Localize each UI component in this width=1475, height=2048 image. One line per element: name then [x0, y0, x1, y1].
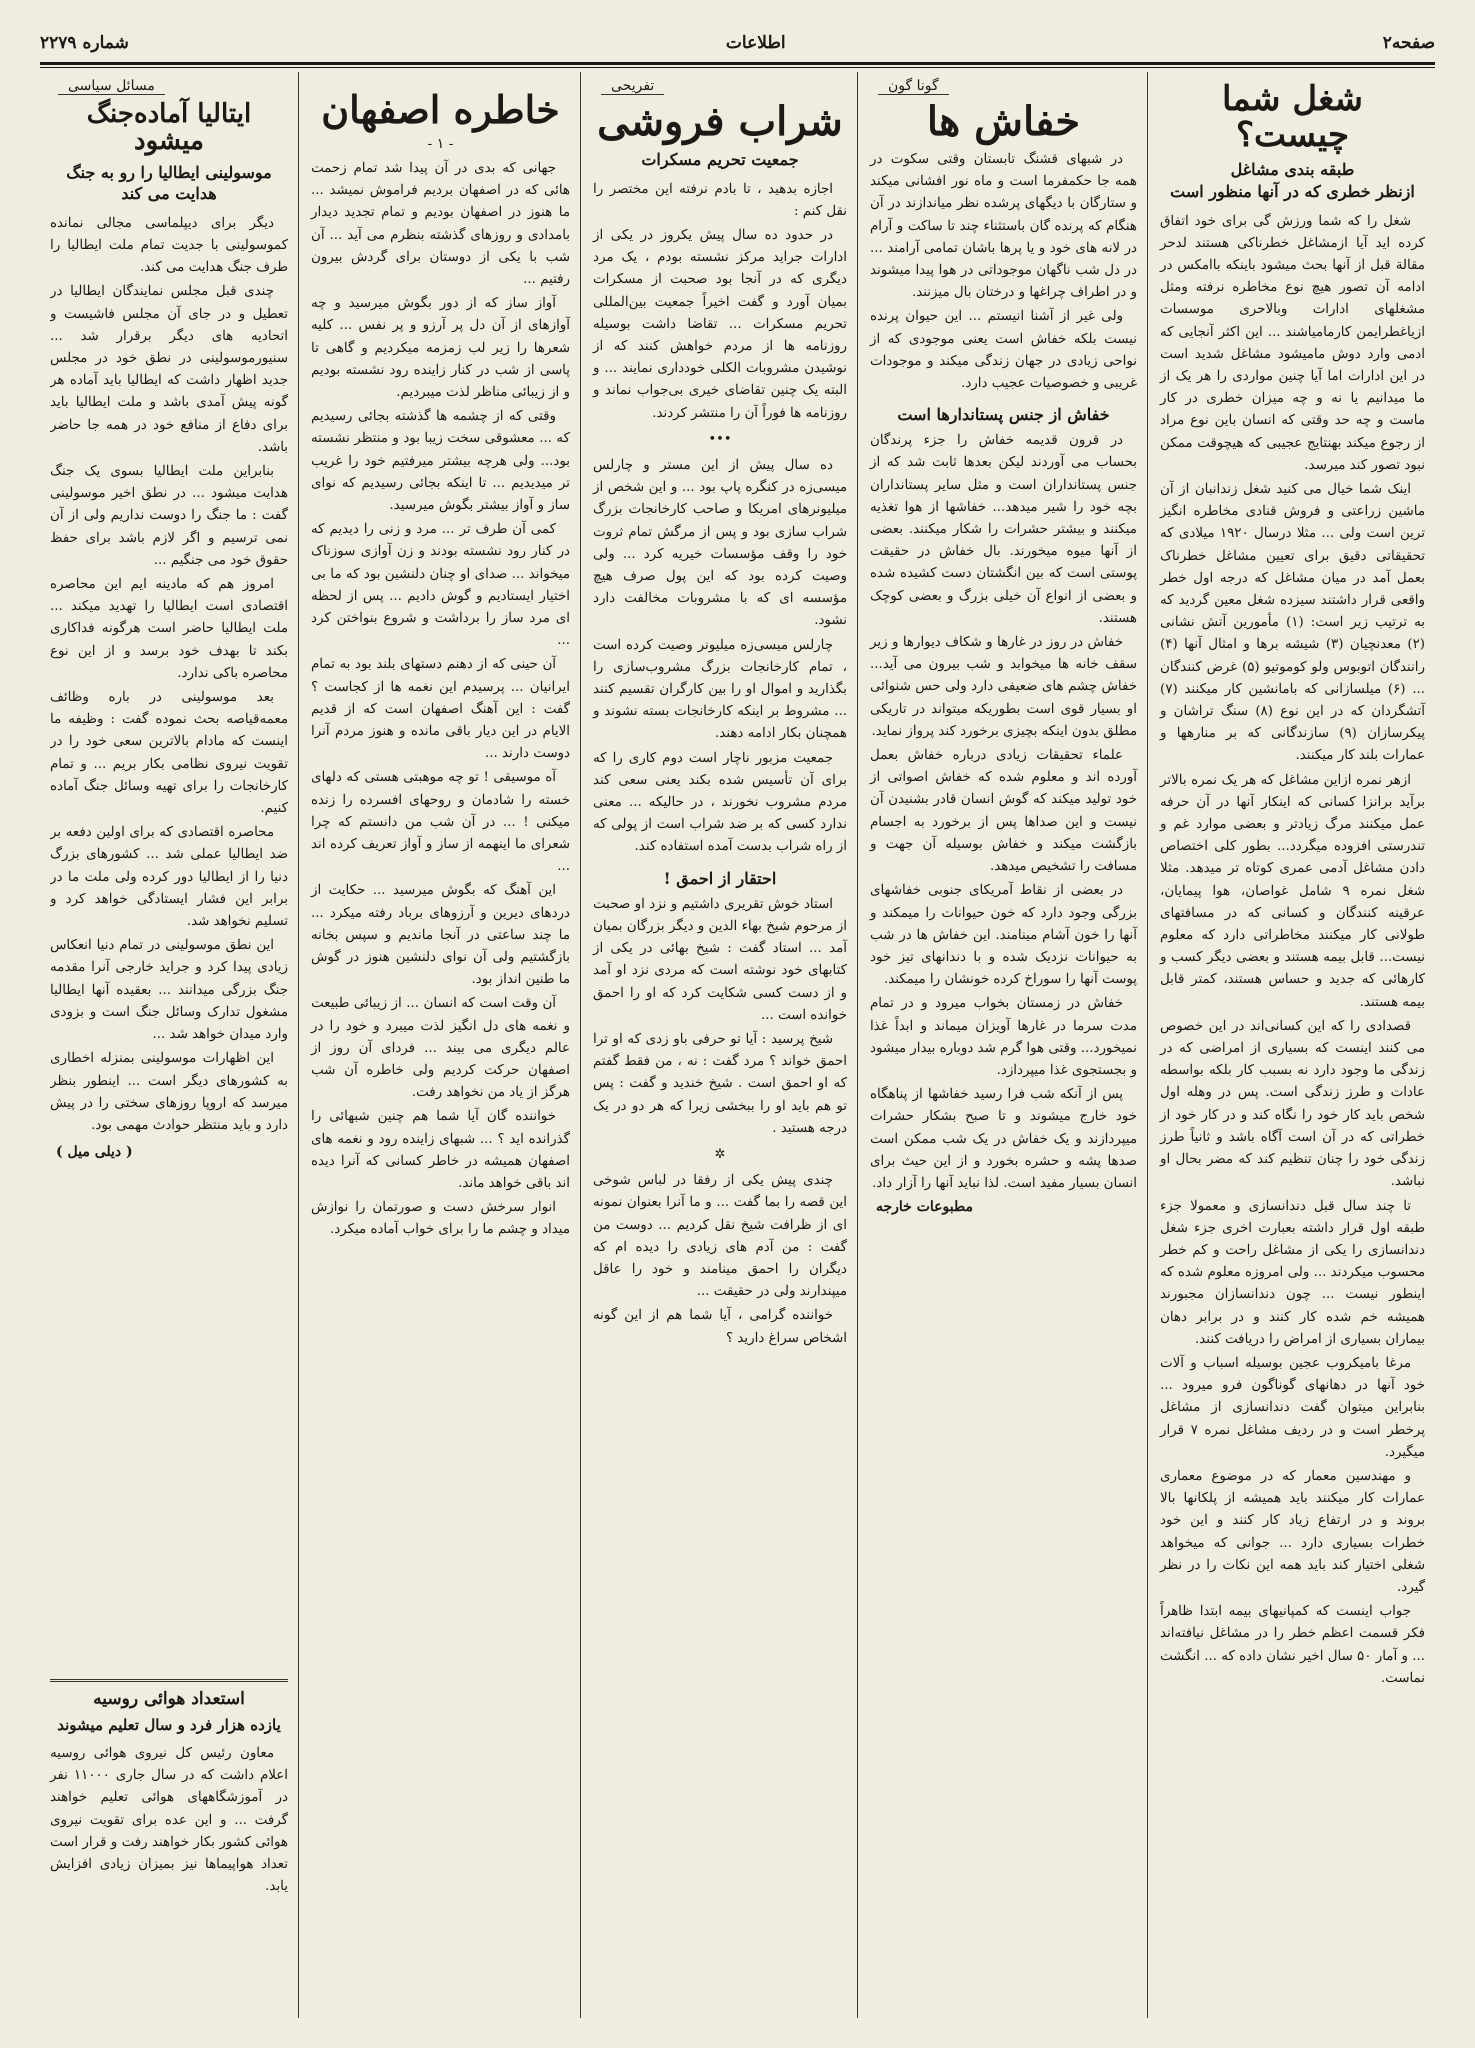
article-italy-war: [40, 72, 298, 2018]
masthead-rule: [40, 62, 1435, 68]
paragraph: اجازه بدهید ، تا بادم نرفته این مختصر را نقل کنم :: [593, 181, 847, 219]
issue-number: شماره ۲۲۷۹: [40, 33, 129, 53]
installment-number: - ۱ -: [427, 135, 454, 152]
paragraph: ولی غیر از آشنا انیستم ... این حیوان پرنده نیست بلکه خفاش است یعنی موجودی که از نواحی زیادی در جهان زندگی میکند و موجودات غریبی و خصوصیات عجیب دارد.: [870, 309, 1137, 392]
paragraph: شیخ پرسید : آیا تو حرفی باو زدی که او ترا احمق خواند ؟ مرد گفت : نه ، من فقط گفتم که او احمق است . شیخ خندید و گفت : پس تو هم باید او را ببخشی زیرا که هر دو در یک درجه هستید .: [593, 1031, 847, 1136]
paragraph: آن حینی که از دهنم دستهای بلند بود به تمام ایرانیان ... پرسیدم این نغمه ها از کجاست ؟ گفت : این آهنگ اصفهان است که از قدیم الایام در این دیار باقی مانده و هنوز مردم آنرا دوست دارند ...: [311, 657, 570, 762]
paragraph: وقتی که از چشمه ها گذشته بجائی رسیدیم که ... معشوقی سخت زیبا بود و منتظر نشسته بود... ولی هرچه بیشتر میرفتیم خود را غریب تر میدیدیم ... تا اینکه بجائی رسیدیم که نوای ساز و آواز بیشتر بگوش میرسید.: [311, 409, 570, 513]
article-body: [1160, 211, 1425, 1690]
article-headline: خاطره اصفهان: [321, 87, 560, 132]
article-body: [593, 894, 847, 1350]
article-isfahan-memory: [301, 72, 580, 2018]
paragraph: شغل را که شما ورزش گی برای خود اتفاق کرده اید آیا ازمشاغل خطرناکی هستند لدحر مقالة قبل از آنها بحث میشود باینکه باامکس در ادامه آن تصور هیچ نوع مخاطره نرفته ومثل مشغلهای ادارات وبالاحری موسسات ازیاغطرایمن کارمامیاشند ... این اکثر آنجایی که ادمی وارد دوش مامیشود مشاغل شدید است در این ادارات اما آیا چنین مواردی را هر یک از ما میدانیم یا نه و چه میزان خطری در کار ماست و چه حد وقتی که انسان باین نوع مراد از رجوع میکند بهنتایج عجیبی که هیچوقت ممکن نبود تصور کند میرسد.: [1160, 213, 1425, 473]
box-title: استعداد هوائی روسیه: [93, 1688, 245, 1709]
page-label: صفحه۲: [1382, 33, 1435, 53]
columns: [40, 72, 1435, 2018]
column-divider: [857, 72, 858, 2018]
article-occupation: [1150, 72, 1435, 2018]
article-body: [870, 149, 1137, 395]
article-body: [50, 213, 288, 1673]
paragraph: آه موسیقی ! تو چه موهبتی هستی که دلهای خسته را شادمان و روحهای افسرده را زنده میکنی ! ... در آن شب من دانستم که چرا شعرای ما اینهمه از ساز و آواز تعریف کرده اند ...: [311, 770, 570, 875]
paragraph: در حدود ده سال پیش یکروز در یکی از ادارات جراید مرکز نشسته بودم ، یک مرد دیگری که در آنجا بود صحبت از مسکرات بمیان آورد و گفت اخیراً جمعیت بین‌المللی تحریم مسکرات ... تقاضا داشت بوسیله روزنامه ها از مردم خواهش کنند که از نوشیدن مشروبات الکلی خودداری نمایند ... و البته یک چنین تقاضای خیری بی‌جواب نماند و روزنامه ها فوراً آن را منتشر کردند.: [593, 228, 847, 421]
paragraph: قصدادی را که این کسانی‌اند در این خصوص می کنند اینست که بسیاری از امراضی که در زندگی ما وجود دارد نه بسبب کار بلکه بواسطه عادات و طرز زندگی است. پس در وهله اول شخص باید کار خود را نگاه کند و در کار خود از خطراتی که در آن است آگاه باشد و ثانیاً طرز زندگی خود را چنان تنظیم کند که مضر بحال او نباشد.: [1160, 1018, 1425, 1190]
article-headline: شراب فروشی: [597, 98, 843, 145]
paragraph: معاون رئیس کل نیروی هوائی روسیه اعلام داشت که در سال جاری ۱۱۰۰۰ نفر در آموزشگاههای هوائی تعلیم خواهند گرفت ... و این عده برای تقویت نیروی هوائی کشور بکار خواهند رفت و قرار است تعداد هواپیماها نیز بمیزان زیادی افزایش یابد.: [50, 1745, 288, 1895]
column-divider: [298, 72, 299, 2018]
article-wine-shop: [583, 72, 857, 2018]
article-subhead: طبقه بندی مشاغل ازنظر خطری که در آنها منظور است: [1170, 160, 1415, 201]
star-ornament-icon: ✲: [714, 1146, 726, 1162]
kicker-text: مسائل سیاسی: [58, 78, 165, 95]
paragraph: تا چند سال قبل دندانسازی و معمولا جزء طبقه اول قرار داشته بعبارت اخری جزء شغل دندانسازی را یکی از مشاغل راحت و کم خطر محسوب میکردند ... ولی امروزه معلوم شده که اینطور نیست ... چون دندانسازان مجبورند همیشه خم شده کار کنند و در برابر دهان بیماران بسیاری از امراض را دریافت کنند.: [1160, 1198, 1425, 1347]
paragraph: کمی آن طرف تر ... مرد و زنی را دیدیم که در کنار رود نشسته بودند و زن آوازی سوزناک میخواند ... صدای او چنان دلنشین بود که ما بی اختیار ایستادیم و گوش دادیم ... پس از لحظه ای مرد ساز را برداشت و شروع بنواختن کرد ...: [311, 522, 570, 649]
box-subtitle: یازده هزار فرد و سال تعلیم میشوند: [57, 1715, 281, 1734]
article-kicker: [50, 78, 288, 95]
article-kicker: [593, 78, 847, 95]
paragraph: استاد خوش تقریری داشتیم و نزد او صحبت از مرحوم شیخ بهاء الدین و دیگر بزرگان بمیان آمد ... استاد گفت : شیخ بهائی در یکی از کتابهای خود نوشته است که مردی نزد او آمد و از دست کسی شکایت کرد که او را احمق خوانده است ...: [593, 896, 847, 1023]
paragraph: بعد موسولینی در باره وظائف معمه‌قیاصه بحث نموده گفت : وظیفه ما اینست که مادام بالاترین سعی خود را در تقویت نیروی نظامی بکار بریم ... و تمام کارخانجات را برای تهیه وسائل جنگ آماده کنیم.: [50, 690, 288, 817]
kicker-text: گونا گون: [878, 78, 949, 95]
paragraph: دیگر برای دیپلماسی مجالی نمانده کموسولینی با جدیت تمام ملت ایطالیا را طرف جنگ هدایت می کند.: [50, 215, 288, 276]
paragraph: چندی پیش یکی از رفقا در لباس شوخی این قصه را بما گفت ... و ما آنرا بعنوان نمونه ای از ظرافت شیخ نقل کردیم ... دوست من گفت : من آدم های زیادی را دیده ام که دیگران را احمق مینامند و خود را عاقل میپندارند ولی در حقیقت ...: [593, 1173, 847, 1300]
paragraph: چارلس میسی‌زه میلیونر وصیت کرده است ، تمام کارخانجات بزرگ مشروب‌سازی را بگذارید و اموال او را بین کارگران تقسیم کنند ... مشروط بر اینکه کارخانجات بسته نشوند و همچنان بکار ادامه دهند.: [593, 637, 847, 742]
section-title: خفاش از جنس پستاندارها است: [897, 405, 1110, 425]
article-headline: شغل شما چیست؟: [1222, 79, 1363, 155]
paragraph: محاصره اقتصادی که برای اولین دفعه بر ضد ایطالیا عملی شد ... کشورهای بزرگ دنیا را از ایطالیا دور کرده ولی ملت ما در برابر این فشار ایستادگی خواهد کرد و تسلیم نخواهد شد.: [50, 825, 288, 930]
article-body: [593, 179, 847, 859]
masthead: [40, 26, 1435, 60]
paragraph: مرغا بامیکروب عجین بوسیله اسباب و آلات خود آنها در دهانهای گوناگون فرو میرود ... بنابراین میتوان گفت دندانسازی از مشاغل پرخطر است و در ردیف مشاغل نمره ۷ قرار میگیرد.: [1160, 1355, 1426, 1460]
article-body: [311, 158, 570, 1242]
article-headline: خفاش ها: [926, 98, 1081, 145]
article-bats: [860, 72, 1147, 2018]
paragraph: جواب اینست که کمپانیهای بیمه ابتدا ظاهراً فکر قسمت اعظم خطر را در مشاغل نیافته‌اند ... و آمار ۵۰ سال اخیر نشان داده که ... انگشت نماست.: [1160, 1604, 1425, 1686]
paragraph: در شبهای قشنگ تابستان وقتی سکوت در همه جا حکمفرما است و ماه نور افشانی میکند و ستارگان با دیگهای پرشده نظر میاندازند در آن هنگام که پرنده گان باستثناء چند تا ساکت و آرام در لانه های خود و یا پرها باشان تمامی آرامند ... در دل شب ناگهان موجوداتی در هوا پیدا میشوند و در اطراف چراغها و درختان بال میزنند.: [870, 152, 1137, 301]
paragraph: امروز هم که مادینه ایم این محاصره اقتصادی است ایطالیا را تهدید میکند ... ملت ایطالیا حاضر است هرگونه فداکاری بکند تا بهدف خود برسد و از این نوع محاصره باکی ندارد.: [50, 577, 288, 681]
separator-icon: •••: [708, 431, 732, 447]
paragraph: اینک شما خیال می کنید شغل زندانبان از آن ماشین زراعتی و فروش قنادی مخاطره انگیز ترین است ولی ... مثلا درسال ۱۹۲۰ میلادی که تحقیقاتی دقیق برای تعیین مشاغل خطرناک بعمل آمد در میان مشاغل که درجه اول خطر واقعی قرار داشتند سیزده شغل معین گردید که به ترتیب زیر است: (۱) مأمورین آتش نشانی (۲) معدنچیان (۳) شیشه برها و امثال آنها (۴) رانندگان اتوبوس ولو کوموتیو (۵) غرض کنندگان ... (۶) میلسازانی که بامانشین کار میکنند (۷) آتشگردان که در این نوع (۸) سنگ تراشان و پیکرسازان (۹) سازندگانی که بر منارهها و عمارات بلند کار میکنند.: [1160, 482, 1425, 764]
paragraph: ازهر نمره ازاین مشاغل که هر یک نمره بالاتر برآید برانزا کسانی که اینکار آنها در آن حرفه عمل میکنند مرگ زیادتر و بعضی موارد غم و تندرستی افزوده میگردد... بطور کلی اختصاص دادن مشاغل آدمی عمری کوتاه تر میدهد. مثلا شغل نمره ۹ شامل غواصان، هوا پیمایان، عرقینه کنندگان و کسانی که در مسافتهای طولانی کار میکنند مخاطراتی دارد که معلوم نیست... قابل بیمه هستند و بعضی دیگر کسب و کارهائی که جدید و حساس هستند، کمتر قابل بیمه هستند.: [1160, 772, 1425, 1010]
section-title: احتقار از احمق !: [663, 868, 777, 888]
article-headline: ایتالیا آماده‌جنگ میشود: [86, 99, 252, 157]
paragraph: این آهنگ که بگوش میرسید ... حکایت از دردهای دیرین و آرزوهای برباد رفته میکرد ... ما چند ساعتی در آنجا ماندیم و سپس بخانه بازگشتیم ولی آن نوای دلنشین هنوز در گوش ما طنین انداز بود.: [311, 883, 570, 988]
article-source: مطبوعات خارجه: [876, 1199, 973, 1216]
article-body: [870, 430, 1137, 1195]
paragraph: خواننده گرامی ، آیا شما هم از این گونه اشخاص سراغ دارید ؟: [593, 1308, 847, 1346]
paper-name: اطلاعات: [725, 33, 786, 53]
paragraph: خفاش در روز در غارها و شکاف دیوارها و زیر سقف خانه ها میخوابد و شب بیرون می آید... خفاش چشم های ضعیفی دارد ولی حس شنوائی او بسیار قوی است بطوریکه میتواند در تاریکی مطلق بدون اینکه بچیزی برخورد کند پرواز نماید.: [870, 635, 1137, 739]
article-subhead: موسولینی ایطالیا را رو به جنگ هدایت می کند: [66, 162, 272, 204]
paragraph: و مهندسین معمار که در موضوع معماری عمارات کار میکنند باید همیشه از پلکانها بالا بروند و در ارتفاع زیاد کار کنند و این خود خطرات بسیاری دارد ... جوانی که میخواهد شغلی اختیار کند باید همه این نکات را در نظر گیرد.: [1160, 1468, 1425, 1595]
paragraph: چندی قبل مجلس نمایندگان ایطالیا در تعطیل و در جای آن مجلس فاشیست و اتحادیه های دیگر برقرار شد ... سنیورموسولینی در نطق خود در مجلس جدید اظهار داشت که ایطالیا باید آماده هر گونه پیش آمدی باشد و ملت ایطالیا باید برای دفاع از منافع خود در همه جا حاضر باشد.: [50, 284, 288, 455]
article-source: ( دیلی میل ): [56, 1144, 133, 1161]
article-kicker: [870, 78, 1137, 95]
paragraph: این اظهارات موسولینی بمنزله اخطاری به کشورهای دیگر است ... اینطور بنظر میرسد که اروپا روزهای سختی را در پیش دارد و باید منتظر حوادث مهمی بود.: [50, 1051, 288, 1133]
paragraph: علماء تحقیقات زیادی درباره خفاش بعمل آورده اند و معلوم شده که خفاش اصواتی از خود تولید میکند که گوش انسان قادر بشنیدن آن نیست و این صداها پس از برخورد به اجسام بازگشت میکند و خفاش بوسیله آن جهت و مسافت را تشخیص میدهد.: [870, 748, 1137, 875]
paragraph: انوار سرخش دست و صورتمان را نوازش میداد و چشم ما را برای خواب آماده میکرد.: [311, 1200, 570, 1238]
box-divider: [50, 1679, 288, 1682]
column-divider: [580, 72, 581, 2018]
column-divider: [1147, 72, 1148, 2018]
paragraph: بنابراین ملت ایطالیا بسوی یک جنگ هدایت میشود ... در نطق اخیر موسولینی گفت : ما جنگ را دوست نداریم ولی از آن نمی ترسیم و اگر لازم باشد برای حفظ حقوق خود می جنگیم ...: [50, 464, 288, 568]
paragraph: ده سال پیش از این مستر و چارلس میسی‌زه در کنگره پاپ بود ... و این شخص از میلیونرهای امریکا و صاحب کارخانجات بزرگ شراب سازی بود و پس از مرگش تمام ثروت خود را وقف مؤسسات خیریه کرد ... ولی وصیت کرده بود که این پول صرف هیچ مؤسسه ای که با مشروبات مخالفت دارد نشود.: [593, 458, 847, 629]
paragraph: در بعضی از نقاط آمریکای جنوبی خفاشهای بزرگی وجود دارد که خون حیوانات را میمکند و آنها را خون آشام مینامند. این خفاش ها در شب به حیوانات نزدیک شده و با دندانهای تیز خود پوست آنها را سوراخ کرده خونشان را میمکند.: [870, 883, 1137, 988]
paragraph: جمعیت مزبور ناچار است دوم کاری را که برای آن تأسیس شده بکند یعنی سعی کند مردم مشروب نخورند ، در حالیکه ... معنی ندارد کسی که بر ضد شراب است از پولی که از راه شراب بدست آمده استفاده کند.: [593, 750, 847, 855]
paragraph: خواننده گان آیا شما هم چنین شبهائی را گذرانده اید ؟ ... شبهای زاینده رود و نغمه های اصفهان همیشه در خاطر کسانی که آنرا دیده اند باقی خواهد ماند.: [311, 1109, 570, 1192]
box-body: [50, 1743, 288, 1898]
paragraph: این نطق موسولینی در تمام دنیا انعکاس زیادی پیدا کرد و جراید خارجی آنرا مقدمه جنگ بزرگی میدانند ... بعقیده آنها ایطالیا مشغول تدارک وسائل جنگ است و بزودی وارد میدان خواهد شد ...: [50, 938, 288, 1043]
paragraph: جهانی که بدی در آن پیدا شد تمام زحمت هائی که در اصفهان بردیم فراموش نمیشد ... ما هنوز در اصفهان بودیم و تمام تجدید دیدار بامدادی و روزهای گذشته بنظرم می آید ... آن شب با یکی از دوستان برای گردش بیرون رفتیم ...: [311, 160, 570, 287]
paragraph: پس از آنکه شب فرا رسید خفاشها از پناهگاه خود خارج میشوند و تا صبح بشکار حشرات میپردازند و یک خفاش در یک شب ممکن است صدها پشه و حشره بخورد و از این حیث برای انسان بسیار مفید است. لذا نباید آنها را آزار داد.: [870, 1087, 1137, 1191]
paragraph: آواز ساز که از دور بگوش میرسید و چه آوازهای از آن دل پر آرزو و پر نفس ... کلیه شعرها را زیر لب زمزمه میکردیم و گاهی تا پاسی از شب در کنار زاینده رود نشسته بودیم و از زیبائی مناظر لذت میبردیم.: [311, 296, 570, 400]
paragraph: خفاش در زمستان بخواب میرود و در تمام مدت سرما در غارها آویزان میماند و ابداً غذا نمیخورد... وقتی هوا گرم شد دوباره بیدار میشود و بجستجوی غذا میپردازد.: [870, 996, 1137, 1078]
kicker-text: تفریحی: [601, 78, 664, 95]
paragraph: در قرون قدیمه خفاش را جزء پرندگان بحساب می آوردند لیکن بعدها ثابت شد که از جنس پستانداران است و مثل سایر پستانداران بچه خود را شیر میدهد... خفاشها از هوا تغذیه میکنند و بیشتر حشرات را شکار میکنند. بعضی از آنها میوه میخورند. بال خفاش در حقیقت پوستی است که بین انگشتان دست کشیده شده و بعضی از انواع آن خیلی بزرگ و بعضی کوچک هستند.: [870, 433, 1137, 626]
article-subhead: جمعیت تحریم مسکرات: [641, 150, 799, 169]
paragraph: آن وقت است که انسان ... از زیبائی طبیعت و نغمه های دل انگیز لذت میبرد و خود را در عالم دیگری می بیند ... فردای آن روز از اصفهان حرکت کردیم ولی خاطره آن شب هرگز از یاد من نخواهد رفت.: [311, 996, 570, 1101]
